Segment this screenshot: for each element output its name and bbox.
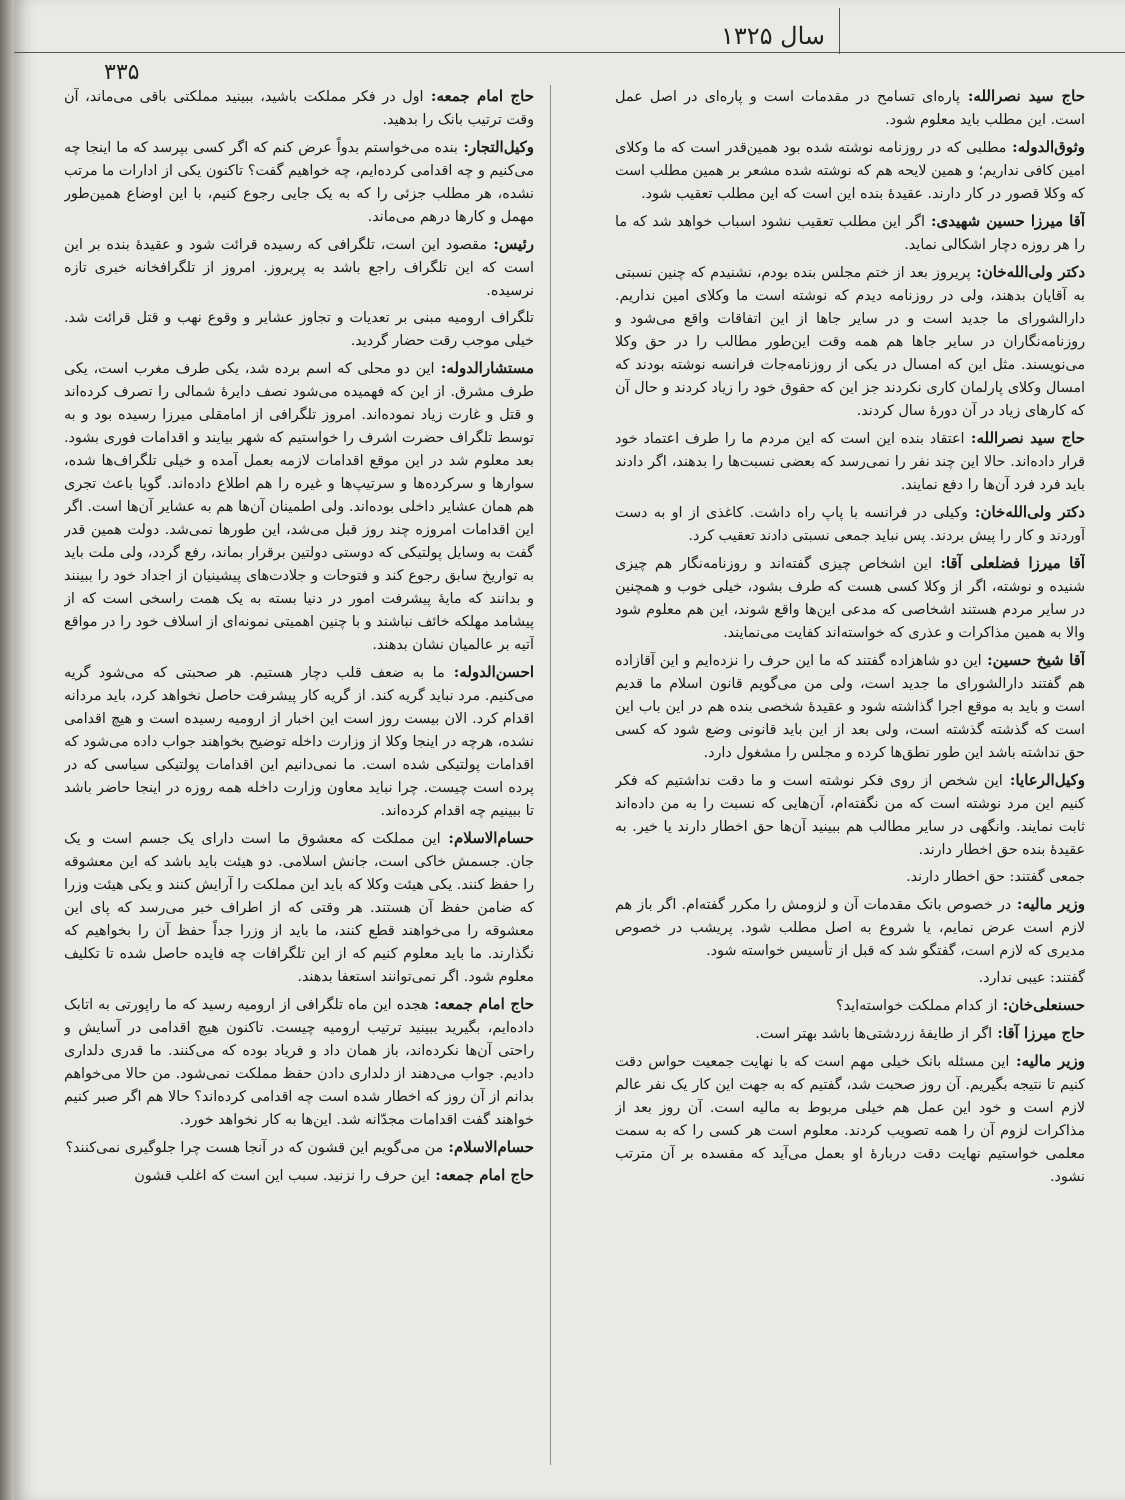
page-number: ۳۳۵ bbox=[104, 60, 140, 85]
speech-text: این دو محلی که اسم برده شد، یکی طرف مغرب است، یکی طرف مشرق. از این که فهمیده می‌شود نصف دایرهٔ شمالی را تصرف کرده‌اند و قتل و غارت زیاد نموده‌اند. امروز تلگرافی از امامقلی میرزا رسیده بود و به توسط تلگراف حضرت اشرف را خواستیم که شهر بیایند و اقدامات فوری بشود. بعد معلوم شد در این موقع اقدامات لازمه بعمل آمده و خیلی تلگراف‌ها شده، سوارها و سرکرده‌ها و سرتیپ‌ها و غیره را هم اطلاع داده‌اند. گویا باعث تجری هم همان عشایر داخلی بوده‌اند. ولی اطمینان آن‌ها هم به عشایر آن‌ها است. اگر این اقدامات امروزه چند روز قبل می‌شد، این طورها نمی‌شد. دولت همین قدر گفت به وسایل پولتیکی که دوستی دولتین برقرار بماند، رفع گردد، ولی ملت باید به تواریخ سابق رجوع کند و فتوحات و جلادت‌های پیشینیان از اجداد خود را ببینند و بدانند که مایهٔ پیشرفت امور در دنیا بسته به یک همت راسخی است که از پیشامد مهلکه خائف نباشند و با چنین اهمیتی نمونه‌ای از اسلاف خود را در مواقع آتیه بر عالمیان نشان بدهند. bbox=[64, 361, 534, 653]
speaker-name: مستشارالدوله: bbox=[434, 359, 534, 377]
page-header bbox=[14, 0, 1125, 60]
speaker-name: حاج امام جمعه: bbox=[423, 87, 534, 105]
speaker-name: احسن‌الدوله: bbox=[444, 663, 534, 681]
speech-text: از کدام مملکت خواسته‌اید؟ bbox=[836, 998, 998, 1014]
speech-text: این مسئله بانک خیلی مهم است که با نهایت جمعیت حواس دقت کنیم تا نتیجه بگیریم. آن روز صحبت شد، گفتیم که به جهت این کار یک نفر عالم لازم است و خود این عمل هم خیلی مربوط به مالیه است. آن روز بعد از مذاکرات لزوم آن را همه تصویب کردند. معلوم است هر کسی را که به سمت معلمی خواستیم نهایت دقت دربارهٔ او بعمل می‌آید که مفسده بر آن مترتب نشود. bbox=[615, 1054, 1085, 1185]
speech-text: اگر این مطلب تعقیب نشود اسباب خواهد شد که ما را هر روزه دچار اشکالی نماید. bbox=[615, 214, 1085, 253]
right-column bbox=[615, 85, 1085, 1485]
speaker-name: وکیل‌التجار: bbox=[457, 138, 534, 156]
speech-text: هجده این ماه تلگرافی از ارومیه رسید که ما راپورتی به اتابک داده‌ایم، بگیرید ببینید ترتیب ارومیه چیست. تاکنون هیچ اقدامی در آسایش و راحتی آن‌ها نکرده‌اند، باز همان داد و فریاد بوده که می‌کنند. ما قدری دلداری دادیم. جواب می‌دهند از دلداری دادن حفظ مملکت نمی‌شود. من حالا می‌خواهم بدانم از آن روز که اخطار شده است چه اقدامی کرده‌اند؟ حالا هم اگر صبر کنیم خواهند گفت اقدامات مجدّانه شد. این‌ها به کار نخواهد خورد. bbox=[64, 997, 534, 1128]
speech-entry bbox=[64, 1164, 534, 1188]
speech-entry bbox=[615, 994, 1085, 1018]
speech-entry bbox=[615, 649, 1085, 765]
speaker-name: حسنعلی‌خان: bbox=[997, 996, 1085, 1014]
speech-text: وکیلی در فرانسه با پاپ راه داشت. کاغذی از او به دست آوردند و کار را پیش بردند. پس نباید جمعی نسبتی دادند تعقیب کرد. bbox=[615, 505, 1085, 544]
speech-text: پاره‌ای تسامح در مقدمات است و پاره‌ای در اصل عمل است. این مطلب باید معلوم شود. bbox=[615, 89, 1085, 128]
speech-entry bbox=[615, 769, 1085, 862]
speech-text: این حرف را نزنید. سبب این است که اغلب قشون bbox=[134, 1168, 430, 1184]
speech-entry bbox=[615, 501, 1085, 548]
speech-text: پریروز بعد از ختم مجلس بنده بودم، نشنیدم که چنین نسبتی به آقایان بدهند، ولی در روزنامه دیدم که نوشته است ما وکلای امین نداریم. دارالشورای ما جدید است و در سایر جاها از این اتفاقات واقع می‌شود و روزنامه‌نگاران در سایر جاها هم همه وقت این‌طور مطالب را در حق وکلا می‌نویسند. مثل این که امسال در یکی از روزنامه‌جات فرانسه نوشته بودند که امسال وکلای پارلمان کاری نکردند جز این که حقوق خود را زیاد کردند و حال آن که کارهای زیاد در آن دورهٔ سال کردند. bbox=[615, 265, 1085, 419]
speech-text: مطلبی که در روزنامه نوشته شده بود همین‌قدر است که ما وکلای امین کافی نداریم؛ و همین لایحه هم که نوشته شده مشعر بر همین مطلب است که وکلا قصور در کار دارند. عقیدهٔ بنده این است که این مطلب تعقیب شود. bbox=[615, 140, 1085, 202]
speech-entry bbox=[64, 307, 534, 353]
speech-entry bbox=[615, 85, 1085, 132]
speech-entry bbox=[615, 866, 1085, 889]
speaker-name: آقا میرزا فضلعلی آقا: bbox=[932, 554, 1085, 572]
speech-entry bbox=[615, 967, 1085, 990]
speaker-name: حسام‌الاسلام: bbox=[443, 1138, 534, 1156]
speech-text: تلگراف ارومیه مبنی بر تعدیات و تجاوز عشایر و وقوع نهب و قتل قرائت شد. خیلی موجب رقت حضار گردید. bbox=[64, 310, 534, 349]
speech-text: بنده می‌خواستم بدواً عرض کنم که اگر کسی بپرسد که ما اینجا چه می‌کنیم و چه اقدامی کرده‌ایم، چه خواهیم گفت؟ تاکنون یکی از ادارات ما مرتب نشده، هر مطلب جزئی را که به یک جایی رجوع کنیم، با این اوضاع همین‌طور مهمل و کارها درهم می‌ماند. bbox=[64, 140, 534, 225]
speech-entry bbox=[64, 827, 534, 989]
speech-text: اعتقاد بنده این است که این مردم ما را طرف اعتماد خود قرار داده‌اند. حالا این چند نفر را نمی‌رسد که بعضی نسبت‌ها را بدهند، اگر دادند باید فرد فرد آن‌ها را دفع نمایند. bbox=[615, 431, 1085, 493]
speaker-name: حاج میرزا آقا: bbox=[992, 1024, 1085, 1042]
speech-entry bbox=[64, 233, 534, 303]
speaker-name: وثوق‌الدوله: bbox=[1006, 138, 1085, 156]
speech-text: این دو شاهزاده گفتند که ما این حرف را نزده‌ایم و این آقازاده هم گفتند دارالشورای ما جدید است، ولی من می‌گویم قانون اسلام ما قدیم است و باید به موقع اجرا گذاشته شود و عقیدهٔ شخصی بنده هم در این باب این است که گذشته گذشته است، ولی بعد از این باید قانونی وضع شود که کسی حق نداشته باشد این طور نطق‌ها کرده و مجلس را مشغول دارد. bbox=[615, 653, 1085, 761]
speech-text: این مملکت که معشوق ما است دارای یک جسم است و یک جان. جسمش خاکی است، جانش اسلامی. دو هیئت باید باشد که این معشوقه را حفظ کنند. یکی هیئت وکلا که باید این مملکت را آرایش کنند و یکی هیئت وزرا که ضامن حفظ آن هستند. هر وقتی که از اطراف خبر می‌رسد که پای این معشوقه را می‌خواهند قطع کنند، ما باید از وزرا جداً حفظ آن را بخواهیم که نگذارند. ما باید معلوم کنیم که از این تلگرافات چه فایده حاصل شده تا تکلیف معلوم شود. اگر نمی‌توانند استعفا بدهند. bbox=[64, 831, 534, 985]
speech-text: این شخص از روی فکر نوشته است و ما دقت نداشتیم که فکر کنیم این مرد نوشته است که من نگفته‌ام، آن‌هایی که نسبت را به من داده‌اند ثابت نمایند. وانگهی در سایر مطالب هم ببینید آن‌ها حق اخطار دارند یا خیر. به عقیدهٔ بنده حق اخطار دارند. bbox=[615, 773, 1085, 858]
speech-entry bbox=[615, 552, 1085, 645]
speech-entry bbox=[615, 261, 1085, 423]
speaker-name: رئیس: bbox=[486, 235, 534, 253]
speech-text: گفتند: عیبی ندارد. bbox=[978, 970, 1085, 986]
speaker-name: حاج امام جمعه: bbox=[429, 1166, 534, 1184]
speech-entry bbox=[615, 1022, 1085, 1046]
speech-entry bbox=[64, 136, 534, 229]
speech-text: این اشخاص چیزی گفته‌اند و روزنامه‌نگار هم چیزی شنیده و نوشته، اگر از وکلا کسی هست که طرف بشود، خیلی خوب و همچنین در سایر مردم هستند اشخاصی که مدعی این‌ها واقع شوند، این هم معلوم شود والا به همین مذاکرات و عذری که خواسته‌اند کفایت می‌نمایند. bbox=[615, 556, 1085, 641]
speaker-name: دکتر ولی‌الله‌خان: bbox=[970, 263, 1085, 281]
speech-entry bbox=[64, 661, 534, 823]
speech-text: ما به ضعف قلب دچار هستیم. هر صحبتی که می‌شود گریه می‌کنیم. مرد نباید گریه کند. از گریه کار پیشرفت حاصل نخواهد کرد، باید مردانه اقدام کرد. الان بیست روز است این اخبار از ارومیه رسیده است و هیچ اقدامی نشده، هرچه در اینجا وکلا از وزارت داخله توضیح بخواهند جواب داده می‌شود که اقدامات پولتیکی شده است. ما نمی‌دانیم این اقدامات پولتیکی سیاسی که در پرده است چیست. چرا نباید معاون وزارت داخله همه روزه در اینجا حاضر باشد تا ببینیم چه اقدام کرده‌اند. bbox=[64, 665, 534, 819]
speech-text: من می‌گویم این قشون که در آنجا هست چرا جلوگیری نمی‌کنند؟ bbox=[65, 1140, 444, 1156]
column-divider bbox=[550, 85, 551, 1465]
header-year: سال ۱۳۲۵ bbox=[720, 22, 825, 50]
speech-text: جمعی گفتند: حق اخطار دارند. bbox=[906, 869, 1085, 885]
speech-entry bbox=[615, 427, 1085, 497]
speech-entry bbox=[64, 357, 534, 657]
speaker-name: آقا میرزا حسین شهیدی: bbox=[925, 212, 1085, 230]
speech-entry bbox=[615, 210, 1085, 257]
speaker-name: وزیر مالیه: bbox=[1009, 1052, 1085, 1070]
speaker-name: حسام‌الاسلام: bbox=[440, 829, 534, 847]
speech-entry bbox=[615, 136, 1085, 206]
speaker-name: آقا شیخ حسین: bbox=[981, 651, 1085, 669]
speech-text: اگر از طایفهٔ زردشتی‌ها باشد بهتر است. bbox=[755, 1026, 993, 1042]
header-rule bbox=[14, 52, 1125, 53]
speaker-name: وزیر مالیه: bbox=[1011, 895, 1085, 913]
speech-entry bbox=[64, 1136, 534, 1160]
speech-entry bbox=[615, 1050, 1085, 1189]
speaker-name: حاج سید نصرالله: bbox=[964, 429, 1085, 447]
speech-entry bbox=[64, 993, 534, 1132]
speaker-name: حاج امام جمعه: bbox=[428, 995, 534, 1013]
speech-text: در خصوص بانک مقدمات آن و لزومش را مکرر گفته‌ام. اگر باز هم لازم است عرض نمایم، یا شروع به اصل مطلب شود. پریشب در خصوص مدیری که لازم است، گفتگو شد که قبل از تأسیس خواسته شود. bbox=[615, 897, 1085, 959]
speech-entry bbox=[615, 893, 1085, 963]
document-page bbox=[14, 0, 1125, 1500]
speech-text: اول در فکر مملکت باشید، ببینید مملکتی باقی می‌ماند، آن وقت ترتیب بانک را بدهید. bbox=[64, 89, 534, 128]
header-tick-mark bbox=[839, 8, 840, 54]
speaker-name: حاج سید نصرالله: bbox=[959, 87, 1085, 105]
speech-entry bbox=[64, 85, 534, 132]
speaker-name: دکتر ولی‌الله‌خان: bbox=[967, 503, 1085, 521]
left-column bbox=[64, 85, 534, 1485]
speech-text: مقصود این است، تلگرافی که رسیده قرائت شود و عقیدهٔ بنده بر این است که این تلگراف راجع باشد به پریروز. امروز از تلگرافخانه خبری تازه نرسیده. bbox=[64, 237, 534, 299]
speaker-name: وکیل‌الرعایا: bbox=[1002, 771, 1085, 789]
